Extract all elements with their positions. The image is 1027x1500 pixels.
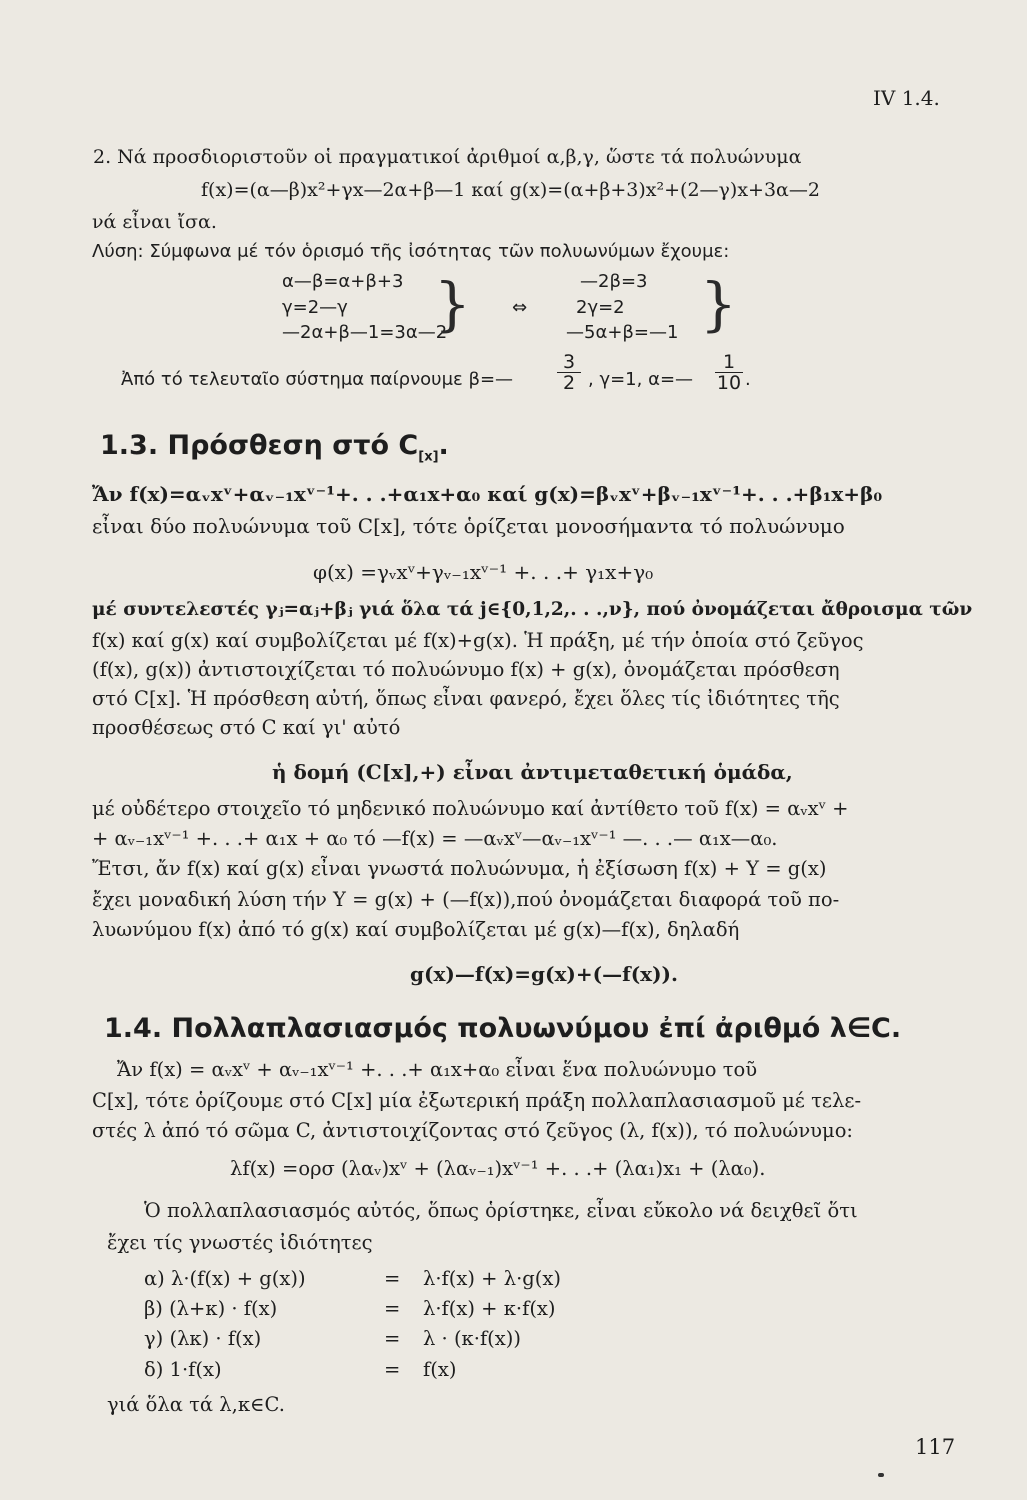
group-statement: ἡ δομή (C[x],+) εἶναι ἀντιμεταθετική ὁμάδα, <box>272 760 793 784</box>
alpha-fraction <box>715 352 743 393</box>
last-system-text: Ἀπό τό τελευταῖο σύστημα παίρνουμε β=— <box>121 369 514 390</box>
section-13-title-end: . <box>438 430 449 461</box>
section-13-line-6: (f(x), g(x)) ἀντιστοιχίζεται τό πολυώνυμο f(x) + g(x), ὀνομάζεται πρόσθεση <box>92 658 840 681</box>
property-d-eq: = <box>384 1358 401 1381</box>
beta-denominator: 2 <box>562 372 576 394</box>
property-b-rhs: λ·f(x) + κ·f(x) <box>423 1297 556 1320</box>
property-c-eq: = <box>384 1327 401 1350</box>
section-reference: IV 1.4. <box>873 86 940 110</box>
beta-numerator: 3 <box>557 352 581 373</box>
property-b-eq: = <box>384 1297 401 1320</box>
section-13-title <box>100 429 449 474</box>
section-14-line-2: C[x], τότε ὁρίζουμε στό C[x] μία ἐξωτερική πράξη πολλαπλασιασμοῦ μέ τελε- <box>92 1089 862 1112</box>
section-13-line-7: στό C[x]. Ἡ πρόσθεση αὐτή, ὅπως εἶναι φανερό, ἔχει ὅλες τίς ἰδιότητες τῆς <box>92 687 840 710</box>
section-13-title-sub: [x] <box>418 449 439 465</box>
property-b-label: β) (λ+κ) · f(x) <box>144 1297 278 1320</box>
system-left-brace: } <box>434 270 471 338</box>
gamma-alpha-text: , γ=1, α=— <box>588 369 694 390</box>
scalar-multiplication-definition: λf(x) =ορσ (λαᵥ)xᵛ + (λαᵥ₋₁)xᵛ⁻¹ +. . .+ (λα₁)x₁ + (λα₀). <box>230 1157 766 1180</box>
section-13-line-12: Ἔτσι, ἄν f(x) καί g(x) εἶναι γνωστά πολυώνυμα, ἡ ἐξίσωση f(x) + Y = g(x) <box>92 857 827 880</box>
end-dot: . <box>745 369 751 390</box>
system-left-eq-2: γ=2—γ <box>282 297 348 318</box>
section-13-line-1: Ἄν f(x)=αᵥxᵛ+αᵥ₋₁xᵛ⁻¹+. . .+α₁x+α₀ καί g(x)=βᵥxᵛ+βᵥ₋₁xᵛ⁻¹+. . .+β₁x+β₀ <box>92 482 883 506</box>
property-c-rhs: λ · (κ·f(x)) <box>423 1327 521 1350</box>
system-right-brace: } <box>700 270 737 338</box>
section-14-line-5: Ὁ πολλαπλασιασμός αὐτός, ὅπως ὁρίστηκε, εἶναι εὔκολο νά δειχθεῖ ὅτι <box>144 1199 858 1222</box>
equivalence-symbol: ⇔ <box>512 297 528 318</box>
alpha-numerator: 1 <box>715 352 743 373</box>
property-a-eq: = <box>384 1267 401 1290</box>
property-d-label: δ) 1·f(x) <box>144 1358 222 1381</box>
property-d-rhs: f(x) <box>423 1358 457 1381</box>
system-left-eq-3: —2α+β—1=3α—2 <box>282 322 448 343</box>
section-13-line-2: εἶναι δύο πολυώνυμα τοῦ C[x], τότε ὁρίζεται μονοσήμαντα τό πολυώνυμο <box>92 514 845 538</box>
section-13-line-8: προσθέσεως στό C καί γι' αὐτό <box>92 716 401 739</box>
section-13-title-text: 1.3. Πρόσθεση στό C <box>100 430 419 461</box>
exercise-polynomials: f(x)=(α—β)x²+γx—2α+β—1 καί g(x)=(α+β+3)x²+(2—γ)x+3α—2 <box>201 179 820 201</box>
property-a-label: α) λ·(f(x) + g(x)) <box>144 1267 306 1290</box>
system-left-eq-1: α—β=α+β+3 <box>282 271 404 292</box>
section-13-line-11: + αᵥ₋₁xᵛ⁻¹ +. . .+ α₁x + α₀ τό —f(x) = —αᵥxᵛ—αᵥ₋₁xᵛ⁻¹ —. . .— α₁x—α₀. <box>92 827 778 850</box>
alpha-denominator: 10 <box>716 372 742 394</box>
section-14-closing: γιά ὅλα τά λ,κ∈C. <box>107 1393 285 1416</box>
print-mark <box>878 1473 884 1477</box>
exercise-statement: 2. Νά προσδιοριστοῦν οἱ πραγματικοί ἀριθμοί α,β,γ, ὥστε τά πολυώνυμα <box>93 146 802 168</box>
section-13-line-13: ἔχει μοναδική λύση τήν Y = g(x) + (—f(x)),πού ὀνομάζεται διαφορά τοῦ πο- <box>92 888 840 911</box>
property-a-rhs: λ·f(x) + λ·g(x) <box>423 1267 561 1290</box>
section-14-line-6: ἔχει τίς γνωστές ἰδιότητες <box>107 1231 373 1254</box>
section-14-title: 1.4. Πολλαπλασιασμός πολυωνύμου ἐπί ἀριθμό λ∈C. <box>104 1013 902 1044</box>
solution-intro: Λύση: Σύμφωνα μέ τόν ὁρισμό τῆς ἰσότητας τῶν πολυωνύμων ἔχουμε: <box>92 241 730 262</box>
section-13-line-14: λυωνύμου f(x) ἀπό τό g(x) καί συμβολίζεται μέ g(x)—f(x), δηλαδή <box>92 918 740 941</box>
property-c-label: γ) (λκ) · f(x) <box>144 1327 262 1350</box>
page-number: 117 <box>915 1435 956 1459</box>
section-14-line-1: Ἄν f(x) = αᵥxᵛ + αᵥ₋₁xᵛ⁻¹ +. . .+ α₁x+α₀ εἶναι ἕνα πολυώνυμο τοῦ <box>117 1058 758 1081</box>
system-right-eq-1: —2β=3 <box>580 271 648 292</box>
exercise-equal: νά εἶναι ἴσα. <box>92 211 217 233</box>
section-13-line-3: φ(x) =γᵥxᵛ+γᵥ₋₁xᵛ⁻¹ +. . .+ γ₁x+γ₀ <box>313 560 654 584</box>
section-14-line-3: στές λ ἀπό τό σῶμα C, ἀντιστοιχίζοντας στό ζεῦγος (λ, f(x)), τό πολυώνυμο: <box>92 1119 854 1142</box>
difference-formula: g(x)—f(x)=g(x)+(—f(x)). <box>410 962 678 986</box>
system-right-eq-3: —5α+β=—1 <box>566 322 679 343</box>
system-right-eq-2: 2γ=2 <box>576 297 625 318</box>
section-13-line-10: μέ οὐδέτερο στοιχεῖο τό μηδενικό πολυώνυμο καί ἀντίθετο τοῦ f(x) = αᵥxᵛ + <box>92 797 849 820</box>
section-13-line-4: μέ συντελεστές γⱼ=αⱼ+βⱼ γιά ὅλα τά j∈{0,1,2,. . .,ν}, πού ὀνομάζεται ἄθροισμα τῶν <box>92 599 973 620</box>
beta-fraction <box>557 352 581 393</box>
section-13-line-5: f(x) καί g(x) καί συμβολίζεται μέ f(x)+g(x). Ἡ πράξη, μέ τήν ὁποία στό ζεῦγος <box>92 629 864 652</box>
